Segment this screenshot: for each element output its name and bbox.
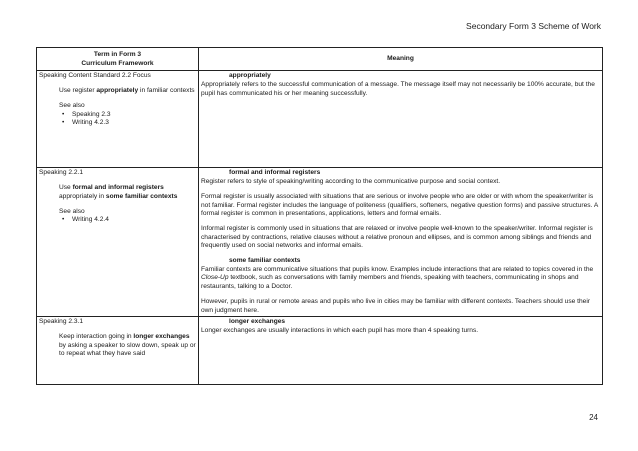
curriculum-cell (37, 71, 199, 168)
term-heading: longer exchanges (229, 318, 286, 326)
learning-objective (39, 184, 196, 201)
meaning-paragraph: Appropriately refers to the successful communication of a message. The message itself may not necessarily be 100% accurate, but the pupil has communicated his or her meaning successfully. (201, 81, 595, 97)
table-header-row (37, 48, 603, 71)
table-row (37, 71, 603, 168)
objective-text: Use register (59, 87, 97, 95)
objective-key-term: longer exchanges (133, 332, 190, 340)
objective-text: appropriately in (59, 192, 106, 200)
page-header: Secondary Form 3 Scheme of Work (466, 21, 601, 31)
meaning-paragraph: However, pupils in rural or remote areas and pupils who live in cities may be familiar with different contexts. Teachers should use their own judgment here. (201, 297, 590, 314)
see-also-item: • Speaking 2.3 (72, 111, 196, 120)
objective-text: by asking a speaker to slow down, speak up or to repeat what they have said (59, 341, 196, 358)
objective-text: in familiar contexts (138, 87, 195, 95)
paragraph-text: Familiar contexts are communicative situations that pupils know. Examples include interactions that are related to topics covered in the (201, 265, 594, 273)
objective-key-term: appropriately (96, 87, 139, 95)
learning-objective (39, 333, 196, 359)
term-heading: formal and informal registers (229, 169, 321, 177)
meaning-paragraph: Register refers to style of speaking/writing according to the communicative purpose and social context. (201, 178, 501, 186)
standard-label: Speaking Content Standard 2.2 Focus (39, 72, 151, 80)
curriculum-cell (37, 168, 199, 317)
meaning-paragraph: Longer exchanges are usually interactions in which each pupil has more than 4 speaking turns. (201, 326, 479, 334)
standard-label: Speaking 2.3.1 (39, 318, 83, 326)
column-header-term-line1: Term in Form 3 (93, 51, 142, 58)
paragraph-text: textbook, such as conversations with family members and friends, speaking with teachers, communicating in shops and restaurants, talking to a Doctor. (201, 274, 579, 291)
see-also-item: • Writing 4.2.4 (72, 216, 196, 225)
meaning-paragraph (201, 266, 600, 292)
table-row (37, 168, 603, 317)
column-header-meaning: Meaning (199, 48, 603, 71)
see-also-list (39, 216, 196, 225)
meaning-cell (199, 168, 603, 317)
term-heading: appropriately (229, 72, 271, 80)
table-row (37, 317, 603, 385)
see-also-label: See also (59, 101, 85, 109)
column-header-term-line2: Curriculum Framework (81, 59, 154, 67)
textbook-title: Close-Up (201, 274, 229, 282)
objective-key-term: some familiar contexts (105, 192, 178, 200)
curriculum-cell (37, 317, 199, 385)
scheme-of-work-table (36, 47, 603, 385)
standard-label: Speaking 2.2.1 (39, 169, 83, 177)
objective-text: Use (59, 184, 73, 192)
column-header-term (37, 48, 199, 71)
learning-objective (39, 87, 196, 96)
page-number: 24 (589, 413, 598, 422)
objective-text: Keep interaction going in (59, 332, 134, 340)
meaning-paragraph: Formal register is usually associated with situations that are serious or involve people who are older or with whom the speaker/writer is not familiar. Formal register includes the language of politeness (qualifiers, softeners, negative question forms) and passive structures. A formal register is common in presentations, applications, letters and formal emails. (201, 192, 598, 218)
see-also-list (39, 111, 196, 128)
meaning-paragraph: Informal register is commonly used in situations that are relaxed or involve people well-known to the speaker/writer. Informal register is characterised by contractions, relative clauses without a relative pronoun and ellipses, and is common among siblings and friends and frequently used on social networks and informal emails. (201, 224, 593, 250)
meaning-cell (199, 317, 603, 385)
see-also-item: • Writing 4.2.3 (72, 119, 196, 128)
see-also-label: See also (59, 207, 85, 215)
objective-key-term: formal and informal registers (72, 184, 164, 192)
term-heading: some familiar contexts (229, 257, 301, 265)
meaning-cell (199, 71, 603, 168)
